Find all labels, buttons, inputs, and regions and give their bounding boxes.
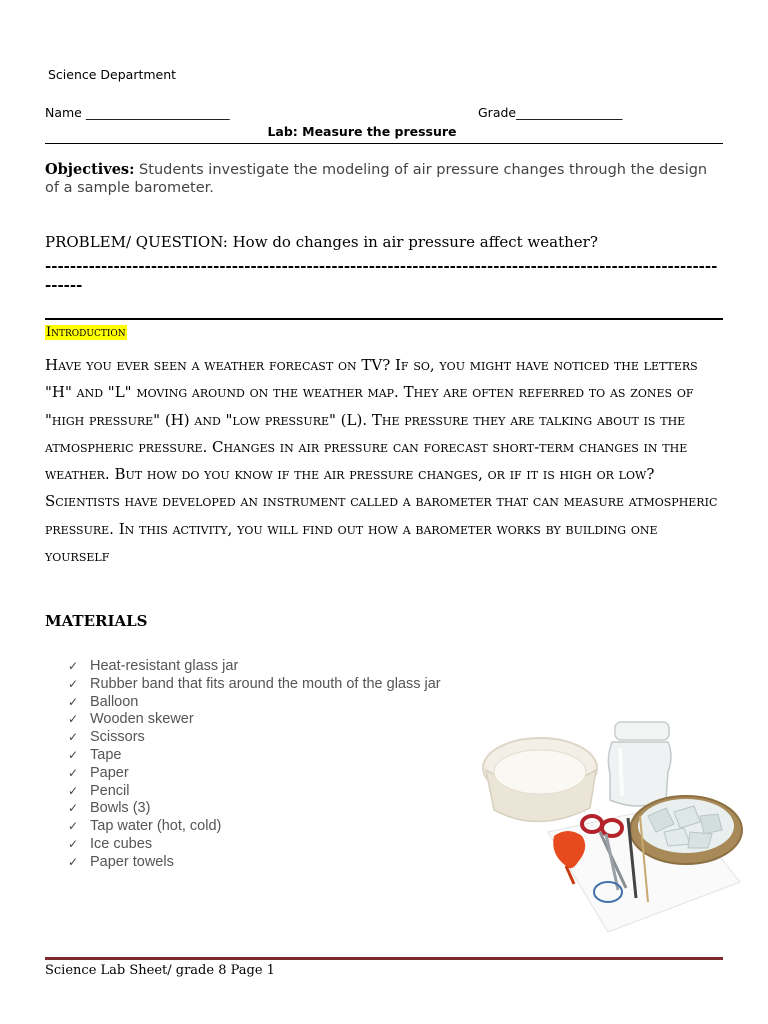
checkmark-icon: ✓: [68, 694, 79, 709]
checkmark-icon: ✓: [68, 712, 79, 727]
footer-text: Science Lab Sheet/ grade 8 Page 1: [45, 963, 275, 978]
lab-title: Lab: Measure the pressure: [267, 124, 457, 139]
objectives-section: [45, 161, 725, 197]
introduction-heading: Introduction: [46, 325, 126, 340]
materials-list: [68, 658, 441, 872]
department-label: Science Department: [48, 67, 177, 82]
checkmark-icon: ✓: [68, 783, 79, 798]
list-item: ✓ Balloon: [68, 693, 139, 710]
list-item: ✓ Tap water (hot, cold): [68, 818, 222, 835]
introduction-text: Have you ever seen a weather forecast on TV? If so, you might have noticed the letters "H" and "L" moving around on the weather map. They are often referred to as zones of "high pressure" (H) and "low pressure" (L). The pressure they are talking about is the atmospheric pressure. Changes in air pressure can forecast short-term changes in the weather. But how do you know if the air pressure changes, or if it is high or low? Scientists have developed an instrument called a barometer that can measure atmospheric pressure. In this activity, you will find out how a barometer works by building one yourself: [45, 356, 718, 566]
grade-field-label: Grade_________________: [478, 105, 623, 120]
checkmark-icon: ✓: [68, 747, 79, 762]
list-item: ✓ Paper towels: [68, 853, 174, 870]
list-item: ✓ Rubber band that fits around the mouth of the glass jar: [68, 675, 441, 692]
problem-question: PROBLEM/ QUESTION: How do changes in air pressure affect weather?: [45, 233, 598, 251]
glass-jar: [608, 722, 671, 806]
list-item: ✓ Wooden skewer: [68, 711, 194, 728]
checkmark-icon: ✓: [68, 765, 79, 780]
list-item: ✓ Scissors: [68, 729, 145, 746]
checkmark-icon: ✓: [68, 801, 79, 816]
objectives-text: Students investigate the modeling of air pressure changes through the design of a sample barometer.: [45, 162, 708, 196]
objectives-label: Objectives:: [45, 161, 135, 178]
ice-bowl: [630, 796, 742, 864]
materials-heading: MATERIALS: [45, 612, 148, 630]
checkmark-icon: ✓: [68, 854, 79, 869]
answer-line: ------------------------------------------------------------------------------------------------------------------: [45, 257, 718, 294]
checkmark-icon: ✓: [68, 819, 79, 834]
checkmark-icon: ✓: [68, 676, 79, 691]
header-divider: [45, 143, 723, 144]
list-item: ✓ Tape: [68, 746, 122, 763]
list-item: ✓ Ice cubes: [68, 835, 153, 852]
materials-photo: [478, 712, 746, 937]
list-item: ✓ Paper: [68, 764, 129, 781]
footer-divider: [45, 957, 723, 960]
checkmark-icon: ✓: [68, 836, 79, 851]
checkmark-icon: ✓: [68, 730, 79, 745]
section-divider: [45, 318, 723, 320]
plastic-container: [483, 738, 597, 822]
list-item: ✓ Heat-resistant glass jar: [68, 658, 239, 674]
checkmark-icon: ✓: [68, 659, 79, 673]
list-item: ✓ Bowls (3): [68, 800, 151, 817]
name-field-label: Name _______________________: [45, 105, 230, 120]
list-item: ✓ Pencil: [68, 782, 130, 799]
